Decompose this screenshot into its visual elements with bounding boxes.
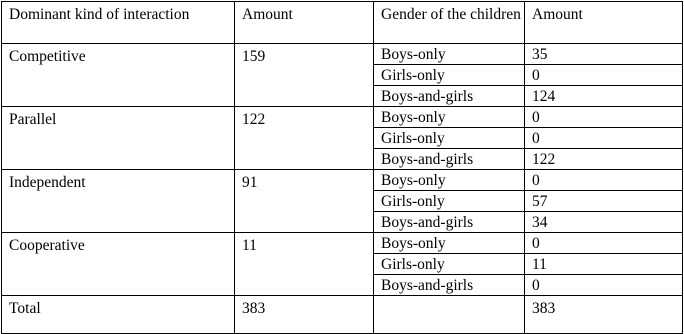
- header-interaction: Dominant kind of interaction: [2, 2, 235, 44]
- header-gender: Gender of the children: [374, 2, 525, 44]
- gender-amount-cell: 124: [525, 86, 683, 107]
- gender-cell: Boys-and-girls: [374, 275, 525, 296]
- gender-amount-cell: 122: [525, 149, 683, 170]
- table-row: [2, 170, 683, 191]
- total-amount: 383: [235, 296, 374, 334]
- gender-cell: Girls-only: [374, 254, 525, 275]
- interaction-amount-cell: 122: [235, 107, 374, 170]
- gender-cell: Boys-only: [374, 107, 525, 128]
- total-gender-cell: [374, 296, 525, 334]
- gender-amount-cell: 0: [525, 170, 683, 191]
- gender-amount-cell: 0: [525, 65, 683, 86]
- gender-amount-cell: 57: [525, 191, 683, 212]
- gender-cell: Boys-only: [374, 170, 525, 191]
- gender-cell: Girls-only: [374, 191, 525, 212]
- header-amount: Amount: [235, 2, 374, 44]
- interaction-kind-cell: Independent: [2, 170, 235, 233]
- gender-cell: Boys-only: [374, 233, 525, 254]
- interaction-amount-cell: 91: [235, 170, 374, 233]
- interaction-amount-cell: 159: [235, 44, 374, 107]
- gender-amount-cell: 0: [525, 107, 683, 128]
- gender-cell: Boys-only: [374, 44, 525, 65]
- table-row: [2, 107, 683, 128]
- interaction-kind-cell: Cooperative: [2, 233, 235, 296]
- gender-amount-cell: 0: [525, 128, 683, 149]
- gender-cell: Girls-only: [374, 128, 525, 149]
- total-row: [2, 296, 683, 334]
- interaction-table: [1, 1, 683, 334]
- gender-amount-cell: 0: [525, 275, 683, 296]
- total-label: Total: [2, 296, 235, 334]
- gender-cell: Boys-and-girls: [374, 149, 525, 170]
- gender-amount-cell: 35: [525, 44, 683, 65]
- total-gender-amount: 383: [525, 296, 683, 334]
- table-row: [2, 44, 683, 65]
- interaction-kind-cell: Parallel: [2, 107, 235, 170]
- interaction-amount-cell: 11: [235, 233, 374, 296]
- gender-cell: Boys-and-girls: [374, 212, 525, 233]
- header-gender-amount: Amount: [525, 2, 683, 44]
- gender-amount-cell: 11: [525, 254, 683, 275]
- gender-cell: Boys-and-girls: [374, 86, 525, 107]
- gender-amount-cell: 0: [525, 233, 683, 254]
- gender-cell: Girls-only: [374, 65, 525, 86]
- interaction-kind-cell: Competitive: [2, 44, 235, 107]
- gender-amount-cell: 34: [525, 212, 683, 233]
- table-row: [2, 233, 683, 254]
- header-row: [2, 2, 683, 44]
